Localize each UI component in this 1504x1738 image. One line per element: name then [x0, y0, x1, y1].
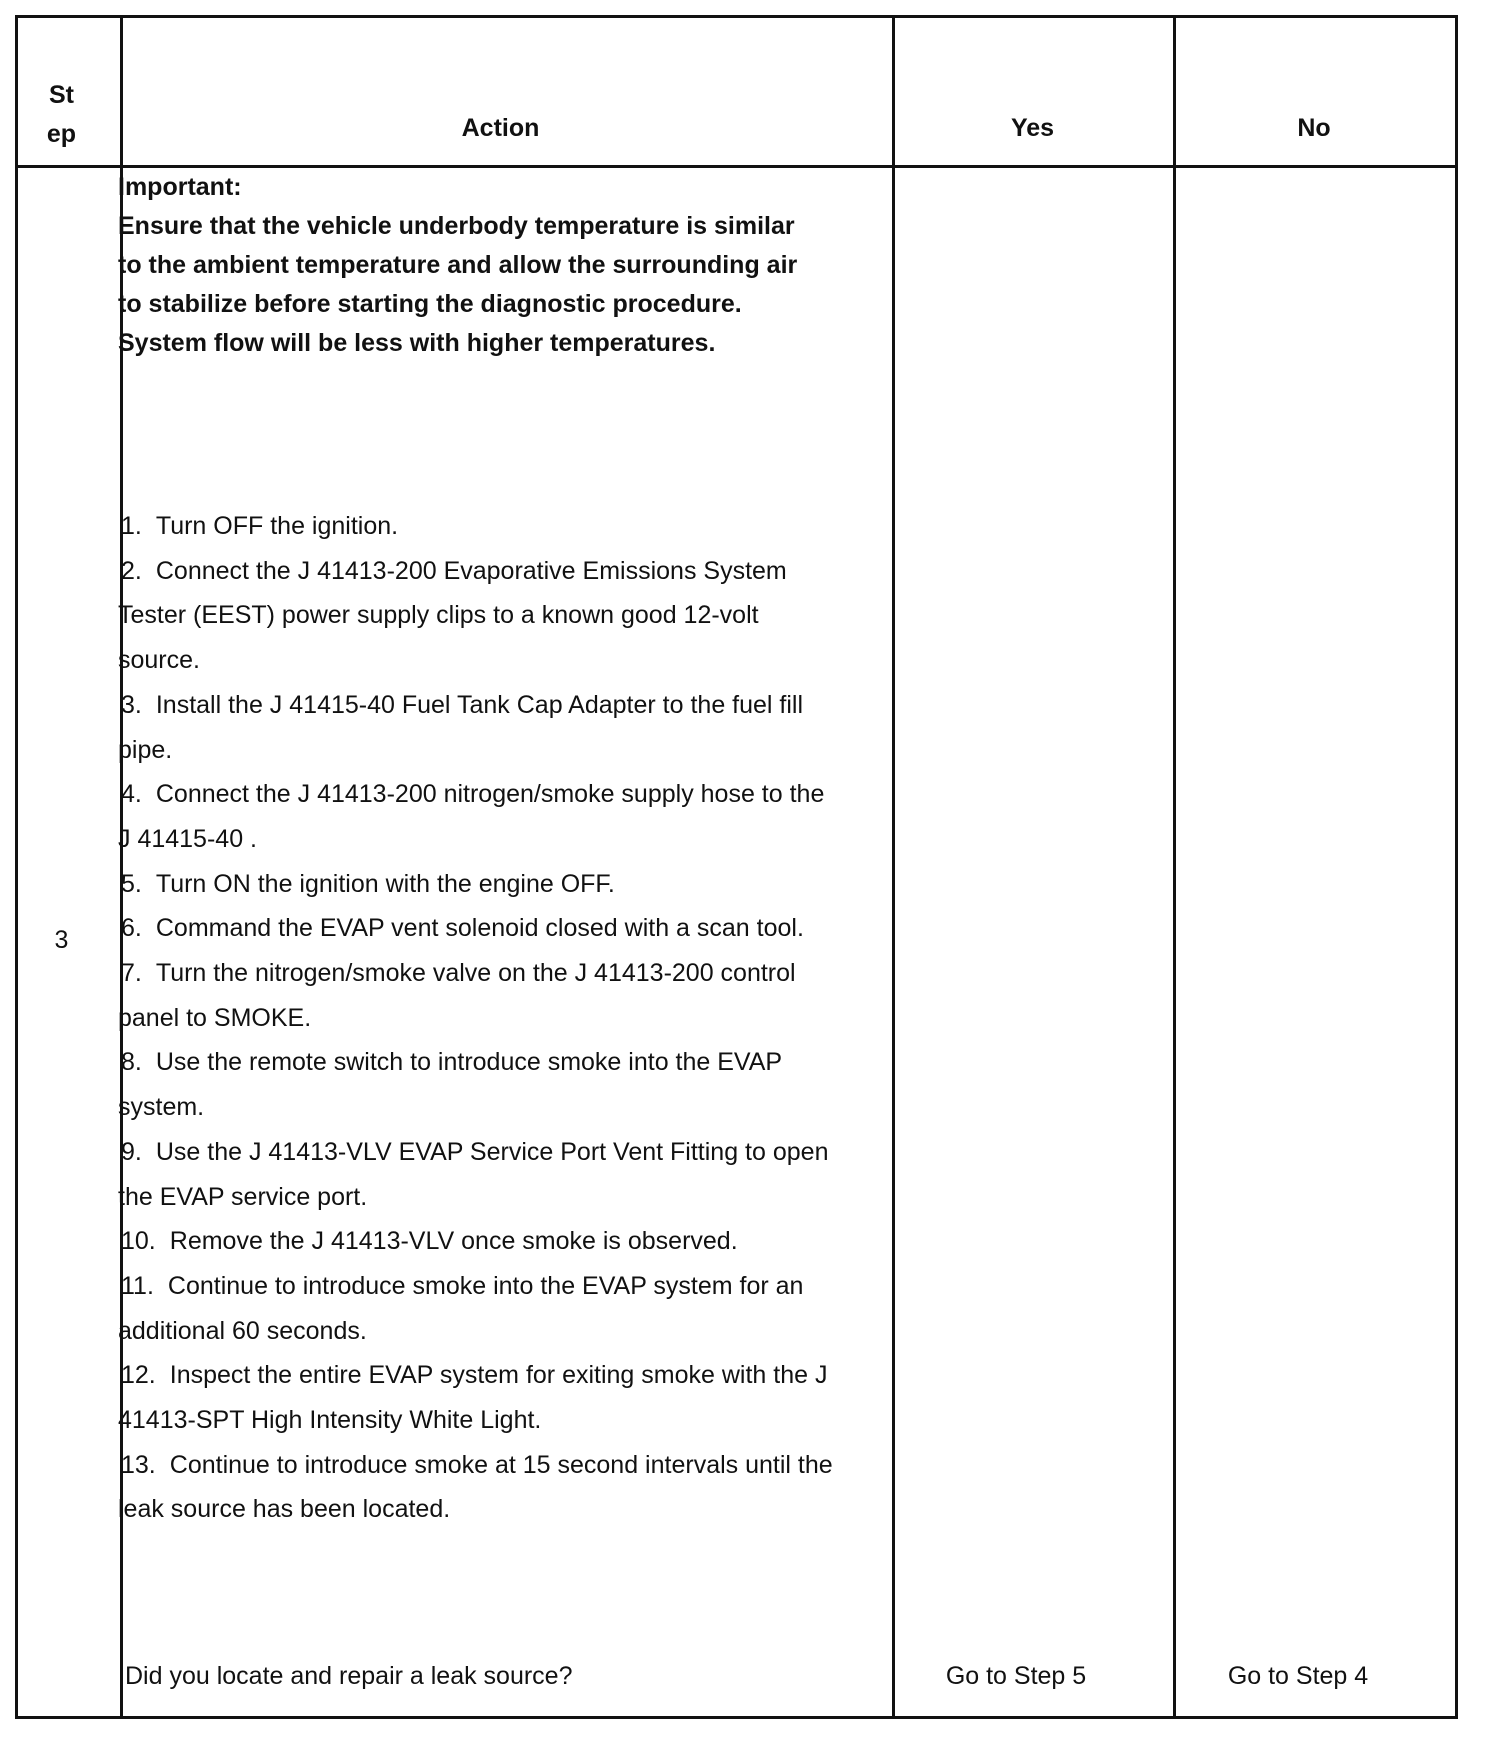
- procedure-step-text: Use the J 41413-VLV EVAP Service Port Vent Fitting to open the EVAP service port.: [118, 1137, 829, 1211]
- procedure-step-number: 1.: [121, 512, 142, 540]
- procedure-step-text: Command the EVAP vent solenoid closed with a scan tool.: [155, 914, 804, 943]
- procedure-step: [118, 862, 838, 907]
- procedure-step-text: Continue to introduce smoke into the EVAP system for an additional 60 seconds.: [118, 1271, 804, 1345]
- procedure-step: [118, 1353, 838, 1442]
- procedure-step-number: 6.: [121, 914, 142, 943]
- header-yes: Yes: [1010, 114, 1055, 142]
- procedure-step-number: 3.: [121, 690, 142, 719]
- procedure-step-text: Connect the J 41413-200 nitrogen/smoke supply hose to the J 41415-40 .: [118, 780, 825, 853]
- procedure-step-text: Connect the J 41413-200 Evaporative Emissions System Tester (EEST) power supply clips to a known good 12-volt source.: [118, 556, 787, 675]
- procedure-step-text: Inspect the entire EVAP system for exiting smoke with the J 41413-SPT High Intensity White Light.: [118, 1361, 828, 1435]
- procedure-step: [118, 504, 838, 549]
- procedure-step: [118, 1130, 838, 1219]
- important-label: Important:: [118, 173, 242, 201]
- column-divider-yes: [1173, 18, 1176, 1716]
- header-step: [15, 76, 108, 154]
- important-text: Ensure that the vehicle underbody temperature is similar to the ambient temperature and allow the surrounding air to stabilize before starting the diagnostic procedure. System flow will be less with higher temperatures.: [118, 212, 798, 357]
- procedure-step-number: 2.: [121, 556, 142, 585]
- procedure-step: [118, 951, 838, 1040]
- procedure-step-number: 4.: [121, 780, 142, 809]
- procedure-step-number: 12.: [121, 1361, 156, 1390]
- procedure-step-number: 8.: [121, 1048, 142, 1077]
- procedure-step-text: Turn ON the ignition with the engine OFF.: [155, 869, 615, 898]
- procedure-step-number: 5.: [121, 869, 142, 898]
- procedure-step: [118, 1219, 838, 1264]
- procedure-step: [118, 1040, 838, 1129]
- procedure-step: [118, 1264, 838, 1353]
- procedure-step: [118, 906, 838, 951]
- header-no: No: [1297, 114, 1331, 142]
- procedure-step-number: 10.: [121, 1227, 156, 1256]
- question-text: Did you locate and repair a leak source?: [125, 1662, 573, 1690]
- procedure-steps: [118, 504, 838, 1532]
- procedure-step: [118, 683, 838, 772]
- procedure-step-text: Turn OFF the ignition.: [155, 512, 399, 540]
- procedure-step-number: 9.: [121, 1137, 142, 1166]
- procedure-step-text: Remove the J 41413-VLV once smoke is observed.: [169, 1227, 738, 1256]
- procedure-step-number: 7.: [121, 959, 142, 988]
- header-step-line2: ep: [46, 120, 77, 148]
- header-step-line1: St: [49, 81, 74, 109]
- procedure-step: [118, 1443, 838, 1532]
- procedure-step: [118, 549, 838, 683]
- procedure-step-text: Install the J 41415-40 Fuel Tank Cap Adapter to the fuel fill pipe.: [118, 690, 804, 764]
- important-note: [118, 168, 818, 363]
- procedure-step-text: Use the remote switch to introduce smoke into the EVAP system.: [118, 1048, 782, 1122]
- procedure-step-number: 11.: [121, 1271, 154, 1300]
- header-action: Action: [461, 114, 540, 142]
- procedure-step-text: Turn the nitrogen/smoke valve on the J 41413-200 control panel to SMOKE.: [118, 959, 796, 1032]
- procedure-step: [118, 772, 838, 861]
- step-number: 3: [54, 926, 69, 954]
- procedure-step-text: Continue to introduce smoke at 15 second intervals until the leak source has been located.: [118, 1450, 833, 1524]
- procedure-step-number: 13.: [121, 1450, 156, 1479]
- no-result: Go to Step 4: [1227, 1662, 1369, 1690]
- column-divider-action: [892, 18, 895, 1716]
- yes-result: Go to Step 5: [945, 1662, 1087, 1690]
